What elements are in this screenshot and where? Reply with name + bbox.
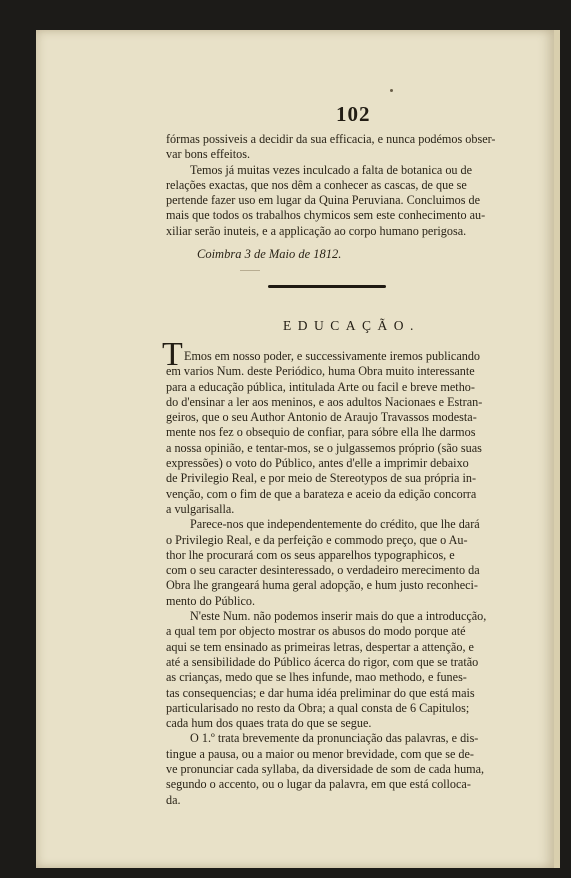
text-line: até a sensibilidade do Público ácerca do rigor, com que se tratão (166, 654, 479, 669)
text-line: xiliar serão inuteis, e a applicação ao corpo humano perigosa. (166, 223, 467, 238)
ink-speck (390, 89, 393, 92)
text-line: Obra lhe grangeará huma geral adopção, e hum justo reconheci- (166, 578, 478, 593)
text-line: particularisado no resto da Obra; a qual consta de 6 Capitulos; (166, 700, 470, 715)
text-line: tas consequencias; e dar huma idéa preliminar do que está mais (166, 685, 475, 700)
text-line: pertende fazer uso em lugar da Quina Peruviana. Concluimos de (166, 193, 481, 208)
text-line: com o seu caracter desinteressado, o verdadeiro merecimento da (166, 563, 480, 578)
text-line: a qual tem por objecto mostrar os abusos do modo porque até (166, 624, 466, 639)
drop-cap: T (162, 336, 183, 373)
text-line: Emos em nosso poder, e successivamente iremos publicando (184, 349, 481, 363)
text-line: expressões) o voto do Público, antes d'elle a imprimir debaixo (166, 456, 469, 471)
text-line: segundo o accento, ou o lugar da palavra, em que está colloca- (166, 777, 471, 792)
intro-paragraphs (166, 132, 496, 239)
text-line: ve pronunciar cada syllaba, da diversidade de som de cada huma, (166, 762, 485, 777)
text-line: geiros, que o seu Author Antonio de Araujo Travassos modesta- (166, 410, 477, 425)
article-body (166, 349, 486, 808)
text-line: cada hum dos quaes trata do que se segue. (166, 716, 372, 731)
text-line: relações exactas, que nos dêm a conhecer as cascas, de que se (166, 177, 467, 192)
section-heading: EDUCAÇÃO. (283, 318, 420, 333)
text-line: Parece-nos que independentemente do crédito, que lhe dará (190, 517, 480, 532)
text-line: mais que todos os trabalhos chymicos sem este conhecimento au- (166, 208, 486, 223)
page-number: 102 (336, 102, 371, 126)
text-line: aqui se tem ensinado as primeiras letras, despertar a attenção, e (166, 639, 474, 654)
text-line: tingue a pausa, ou a maior ou menor brevidade, com que se de- (166, 746, 474, 761)
text-line: da. (166, 792, 181, 807)
text-line: mente nos fez o obsequio de confiar, para sóbre ella lhe darmos (166, 425, 476, 440)
text-line: mento do Público. (166, 593, 256, 608)
text-line: fórmas possiveis a decidir da sua efficacia, e nunca podémos obser- (166, 132, 496, 146)
faint-mark (240, 270, 260, 271)
text-line: as crianças, medo que se lhes infunde, mao methodo, e funes- (166, 670, 467, 685)
text-line: a nossa opinião, e tentar-mos, se o julgassemos próprio (são suas (166, 440, 482, 455)
page-edge (554, 30, 560, 868)
text-line: do d'ensinar a ler aos meninos, e aos adultos Nacionaes e Estran- (166, 394, 483, 409)
text-line: venção, com o fim de que a barateza e aceio da edição concorra (166, 486, 477, 501)
text-line: para a educação pública, intitulada Arte ou facil e breve metho- (166, 379, 475, 394)
text-line: N'este Num. não podemos inserir mais do que a introducção, (190, 609, 487, 624)
text-line: o Privilegio Real, e da perfeição e commodo preço, que o Au- (166, 532, 468, 547)
text-line: O 1.º trata brevemente da pronunciação das palavras, e dis- (190, 731, 479, 746)
text-line: thor lhe procurará com os seus apparelhos typographicos, e (166, 547, 455, 562)
text-line: Temos já muitas vezes inculcado a falta de botanica ou de (190, 162, 473, 177)
text-line: a vulgarisalla. (166, 501, 235, 516)
text-line: de Privilegio Real, e por meio de Stereotypos de sua própria in- (166, 471, 477, 486)
place-date-line: Coimbra 3 de Maio de 1812. (197, 247, 342, 261)
section-divider (268, 285, 386, 288)
text-line: em varios Num. deste Periódico, huma Obra muito interessante (166, 364, 475, 379)
text-line: var bons effeitos. (166, 147, 251, 162)
